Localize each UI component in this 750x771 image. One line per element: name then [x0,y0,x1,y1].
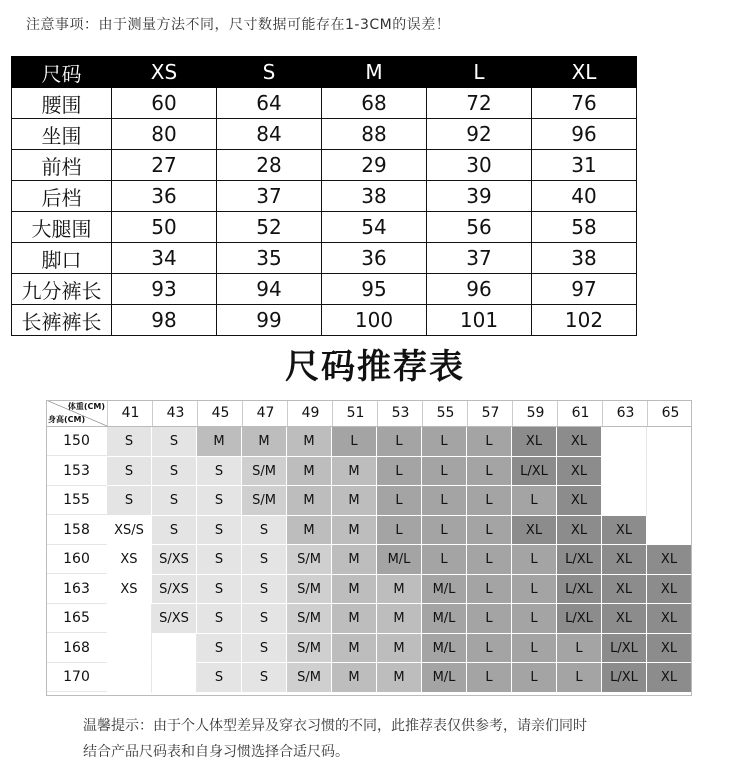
recommend-size-cell: S/M [287,604,332,634]
weight-header-cell: 43 [152,400,198,426]
recommend-size-cell: S [107,486,152,516]
recommend-size-cell: L [332,427,377,457]
recommend-size-cell: L/XL [557,545,602,575]
recommend-size-cell: L [512,545,557,575]
recommend-size-cell: S [242,604,287,634]
measure-value: 52 [217,212,322,243]
size-row [12,212,637,243]
recommend-size-cell: XL [602,575,647,605]
recommend-size-cell: S [197,575,242,605]
measure-value: 56 [427,212,532,243]
recommend-size-cell: XL [557,516,602,546]
recommend-size-cell: M/L [422,663,467,693]
recommend-size-cell: XL [557,427,602,457]
measure-value: 38 [322,181,427,212]
recommend-size-cell: S [197,486,242,516]
measure-value: 58 [532,212,637,243]
recommend-size-cell: L/XL [512,457,557,487]
size-header-xs: XS [112,57,217,88]
recommend-size-cell: M/L [377,545,422,575]
recommend-size-cell: XL [602,516,647,546]
recommend-size-cell: L [467,604,512,634]
recommend-size-cell: M/L [422,575,467,605]
footnote-line-1: 温馨提示：由于个人体型差异及穿衣习惯的不同，此推荐表仅供参考，请亲们同时 [83,718,587,734]
recommend-size-cell: L [557,634,602,664]
measure-value: 29 [322,150,427,181]
recommend-size-cell: L [512,663,557,693]
recommend-size-cell: L/XL [602,634,647,664]
footnote-line-2: 结合产品尺码表和自身习惯选择合适尺码。 [83,744,349,760]
measure-value: 39 [427,181,532,212]
weight-header-cell: 63 [602,400,648,426]
recommend-size-cell: S [152,486,197,516]
weight-header-cell: 59 [512,400,558,426]
recommend-size-cell: L [377,457,422,487]
measure-value: 27 [112,150,217,181]
height-label-cell: 150 [46,427,107,456]
weight-header-cell: 55 [422,400,468,426]
recommend-size-cell: M [332,516,377,546]
recommend-size-cell: XL [647,604,692,634]
height-label-cell: 163 [46,575,107,604]
recommend-size-cell: M [332,457,377,487]
height-label-cell: 153 [46,457,107,486]
recommend-size-cell: S [242,575,287,605]
measure-value: 92 [427,119,532,150]
recommend-size-cell: M [332,486,377,516]
recommend-size-cell: L [512,634,557,664]
recommend-size-cell [647,486,692,516]
recommend-size-cell: L/XL [557,575,602,605]
recommend-size-cell: S [107,457,152,487]
recommend-size-cell: S/M [287,545,332,575]
recommend-size-cell: S [197,634,242,664]
size-chart-header-row [12,57,637,88]
measurement-notice: 注意事项：由于测量方法不同，尺寸数据可能存在1-3CM的误差！ [26,17,451,33]
height-label-cell: 155 [46,486,107,515]
recommend-size-cell: L [467,486,512,516]
recommend-size-cell [152,634,197,664]
recommend-size-cell: XL [602,604,647,634]
recommend-size-cell: L [422,427,467,457]
recommend-size-cell [602,457,647,487]
measure-value: 97 [532,274,637,305]
size-header-l: L [427,57,532,88]
recommend-size-cell: S [197,457,242,487]
measure-value: 96 [532,119,637,150]
recommend-size-cell: XS [107,545,152,575]
recommend-size-cell: XL [647,634,692,664]
size-row [12,88,637,119]
recommend-size-cell: L [512,604,557,634]
recommend-size-cell [107,663,152,693]
recommend-size-cell: M [287,486,332,516]
height-label-cell: 168 [46,634,107,663]
size-recommend-grid [46,400,692,696]
measure-value: 88 [322,119,427,150]
recommend-size-cell: L [377,486,422,516]
measure-value: 31 [532,150,637,181]
weight-header-cell: 45 [197,400,243,426]
recommend-size-cell: L [422,457,467,487]
size-header-m: M [322,57,427,88]
weight-header-cell: 41 [107,400,153,426]
weight-axis-label: 体重(CM) [67,402,105,411]
height-label-cell: 165 [46,604,107,633]
size-row [12,274,637,305]
recommend-size-cell [602,486,647,516]
recommend-size-cell [647,427,692,457]
recommend-size-cell: M/L [422,634,467,664]
recommend-size-cell: M/L [422,604,467,634]
recommend-size-cell: S [242,634,287,664]
recommend-size-cell: M [197,427,242,457]
weight-header-cell: 47 [242,400,288,426]
measure-label: 长裤裤长 [12,305,112,336]
recommend-size-cell: XL [512,516,557,546]
recommend-size-cell [152,663,197,693]
recommend-size-cell: L [557,663,602,693]
recommend-size-cell: L [512,575,557,605]
recommend-size-cell: M [377,634,422,664]
recommend-size-cell: XL [602,545,647,575]
size-header-label: 尺码 [12,57,112,88]
recommend-size-cell: M [332,634,377,664]
measure-value: 76 [532,88,637,119]
measure-value: 99 [217,305,322,336]
recommend-size-cell: L [467,516,512,546]
recommend-size-cell: M [332,604,377,634]
weight-header-cell: 61 [557,400,603,426]
recommend-size-cell: XS/S [107,516,152,546]
recommend-size-cell: S [152,516,197,546]
measure-label: 前档 [12,150,112,181]
measure-value: 37 [217,181,322,212]
recommend-size-cell [107,604,152,634]
recommend-size-cell: S [242,545,287,575]
recommend-size-cell: S [197,516,242,546]
size-row [12,243,637,274]
recommend-size-cell: XL [647,545,692,575]
recommend-size-cell: S/XS [152,575,197,605]
recommend-footnote [83,713,587,765]
recommend-size-cell: S/M [287,663,332,693]
measure-value: 54 [322,212,427,243]
size-row [12,305,637,336]
size-header-xl: XL [532,57,637,88]
measure-value: 102 [532,305,637,336]
recommend-size-cell: S [197,604,242,634]
measure-label: 脚口 [12,243,112,274]
recommend-size-cell: L [467,634,512,664]
measure-value: 93 [112,274,217,305]
size-row [12,181,637,212]
recommend-size-cell: S [152,457,197,487]
measure-value: 30 [427,150,532,181]
height-label-cell: 158 [46,516,107,545]
recommend-size-cell: M [332,663,377,693]
measure-value: 84 [217,119,322,150]
weight-header-row [46,400,692,426]
measure-value: 50 [112,212,217,243]
recommend-size-cell: S [197,663,242,693]
corner-cell [46,400,107,426]
recommend-size-cell [602,427,647,457]
measure-value: 96 [427,274,532,305]
recommend-size-cell: M [332,575,377,605]
measure-value: 95 [322,274,427,305]
recommend-size-cell: XL [647,575,692,605]
recommend-size-cell: M [377,604,422,634]
recommend-size-cell: S/XS [152,604,197,634]
recommend-size-cell: S/M [242,457,287,487]
size-row [12,119,637,150]
recommend-size-cell: S [152,427,197,457]
recommend-size-cell: S [242,663,287,693]
recommend-size-cell: XL [557,486,602,516]
measure-value: 94 [217,274,322,305]
measure-value: 36 [322,243,427,274]
measure-value: 38 [532,243,637,274]
recommend-size-cell: XL [557,457,602,487]
recommend-size-cell: M [287,457,332,487]
recommend-size-cell: S/M [287,575,332,605]
recommend-size-cell: M [377,663,422,693]
measure-label: 腰围 [12,88,112,119]
weight-header-cell: 51 [332,400,378,426]
recommend-size-cell: S/M [242,486,287,516]
recommend-size-cell: L [467,545,512,575]
height-axis-label: 身高(CM) [48,415,86,424]
height-label-cell: 170 [46,663,107,692]
recommend-size-cell: S/M [287,634,332,664]
measure-value: 80 [112,119,217,150]
measure-value: 60 [112,88,217,119]
recommend-size-cell: L/XL [557,604,602,634]
measure-value: 64 [217,88,322,119]
weight-header-cell: 57 [467,400,513,426]
recommend-size-cell: L [377,516,422,546]
measure-value: 98 [112,305,217,336]
recommend-size-cell [107,634,152,664]
recommend-size-cell: L [467,457,512,487]
recommend-size-cell: S [197,545,242,575]
measure-value: 36 [112,181,217,212]
recommend-size-cell: XL [512,427,557,457]
recommend-size-cell: L [377,427,422,457]
recommend-size-cell: S [107,427,152,457]
recommend-size-cell: S [242,516,287,546]
measure-value: 40 [532,181,637,212]
recommend-size-cell: L [422,545,467,575]
height-label-cell: 160 [46,545,107,574]
recommend-title: 尺码推荐表 [285,347,465,387]
weight-header-cell: 53 [377,400,423,426]
recommend-size-cell: M [287,427,332,457]
measure-value: 28 [217,150,322,181]
recommend-size-cell: L [512,486,557,516]
recommend-size-cell: L [467,575,512,605]
weight-header-cell: 49 [287,400,333,426]
size-header-s: S [217,57,322,88]
measure-value: 100 [322,305,427,336]
measure-label: 后档 [12,181,112,212]
measure-label: 大腿围 [12,212,112,243]
recommend-size-cell: M [377,575,422,605]
measure-value: 68 [322,88,427,119]
recommend-size-cell: M [287,516,332,546]
recommend-size-cell: L [467,663,512,693]
measure-label: 九分裤长 [12,274,112,305]
recommend-size-cell: L [422,516,467,546]
measure-label: 坐围 [12,119,112,150]
recommend-size-cell: S/XS [152,545,197,575]
recommend-size-cell [647,457,692,487]
recommend-size-cell: L [467,427,512,457]
measure-value: 35 [217,243,322,274]
size-row [12,150,637,181]
recommend-size-cell: XS [107,575,152,605]
measure-value: 37 [427,243,532,274]
measure-value: 101 [427,305,532,336]
recommend-size-cell: L [422,486,467,516]
recommend-size-cell: M [242,427,287,457]
recommend-size-cell: L/XL [602,663,647,693]
weight-header-cell: 65 [647,400,693,426]
measure-value: 72 [427,88,532,119]
recommend-size-cell: XL [647,663,692,693]
recommend-size-cell: M [332,545,377,575]
recommend-size-cell [647,516,692,546]
measure-value: 34 [112,243,217,274]
size-chart-table [11,56,637,336]
